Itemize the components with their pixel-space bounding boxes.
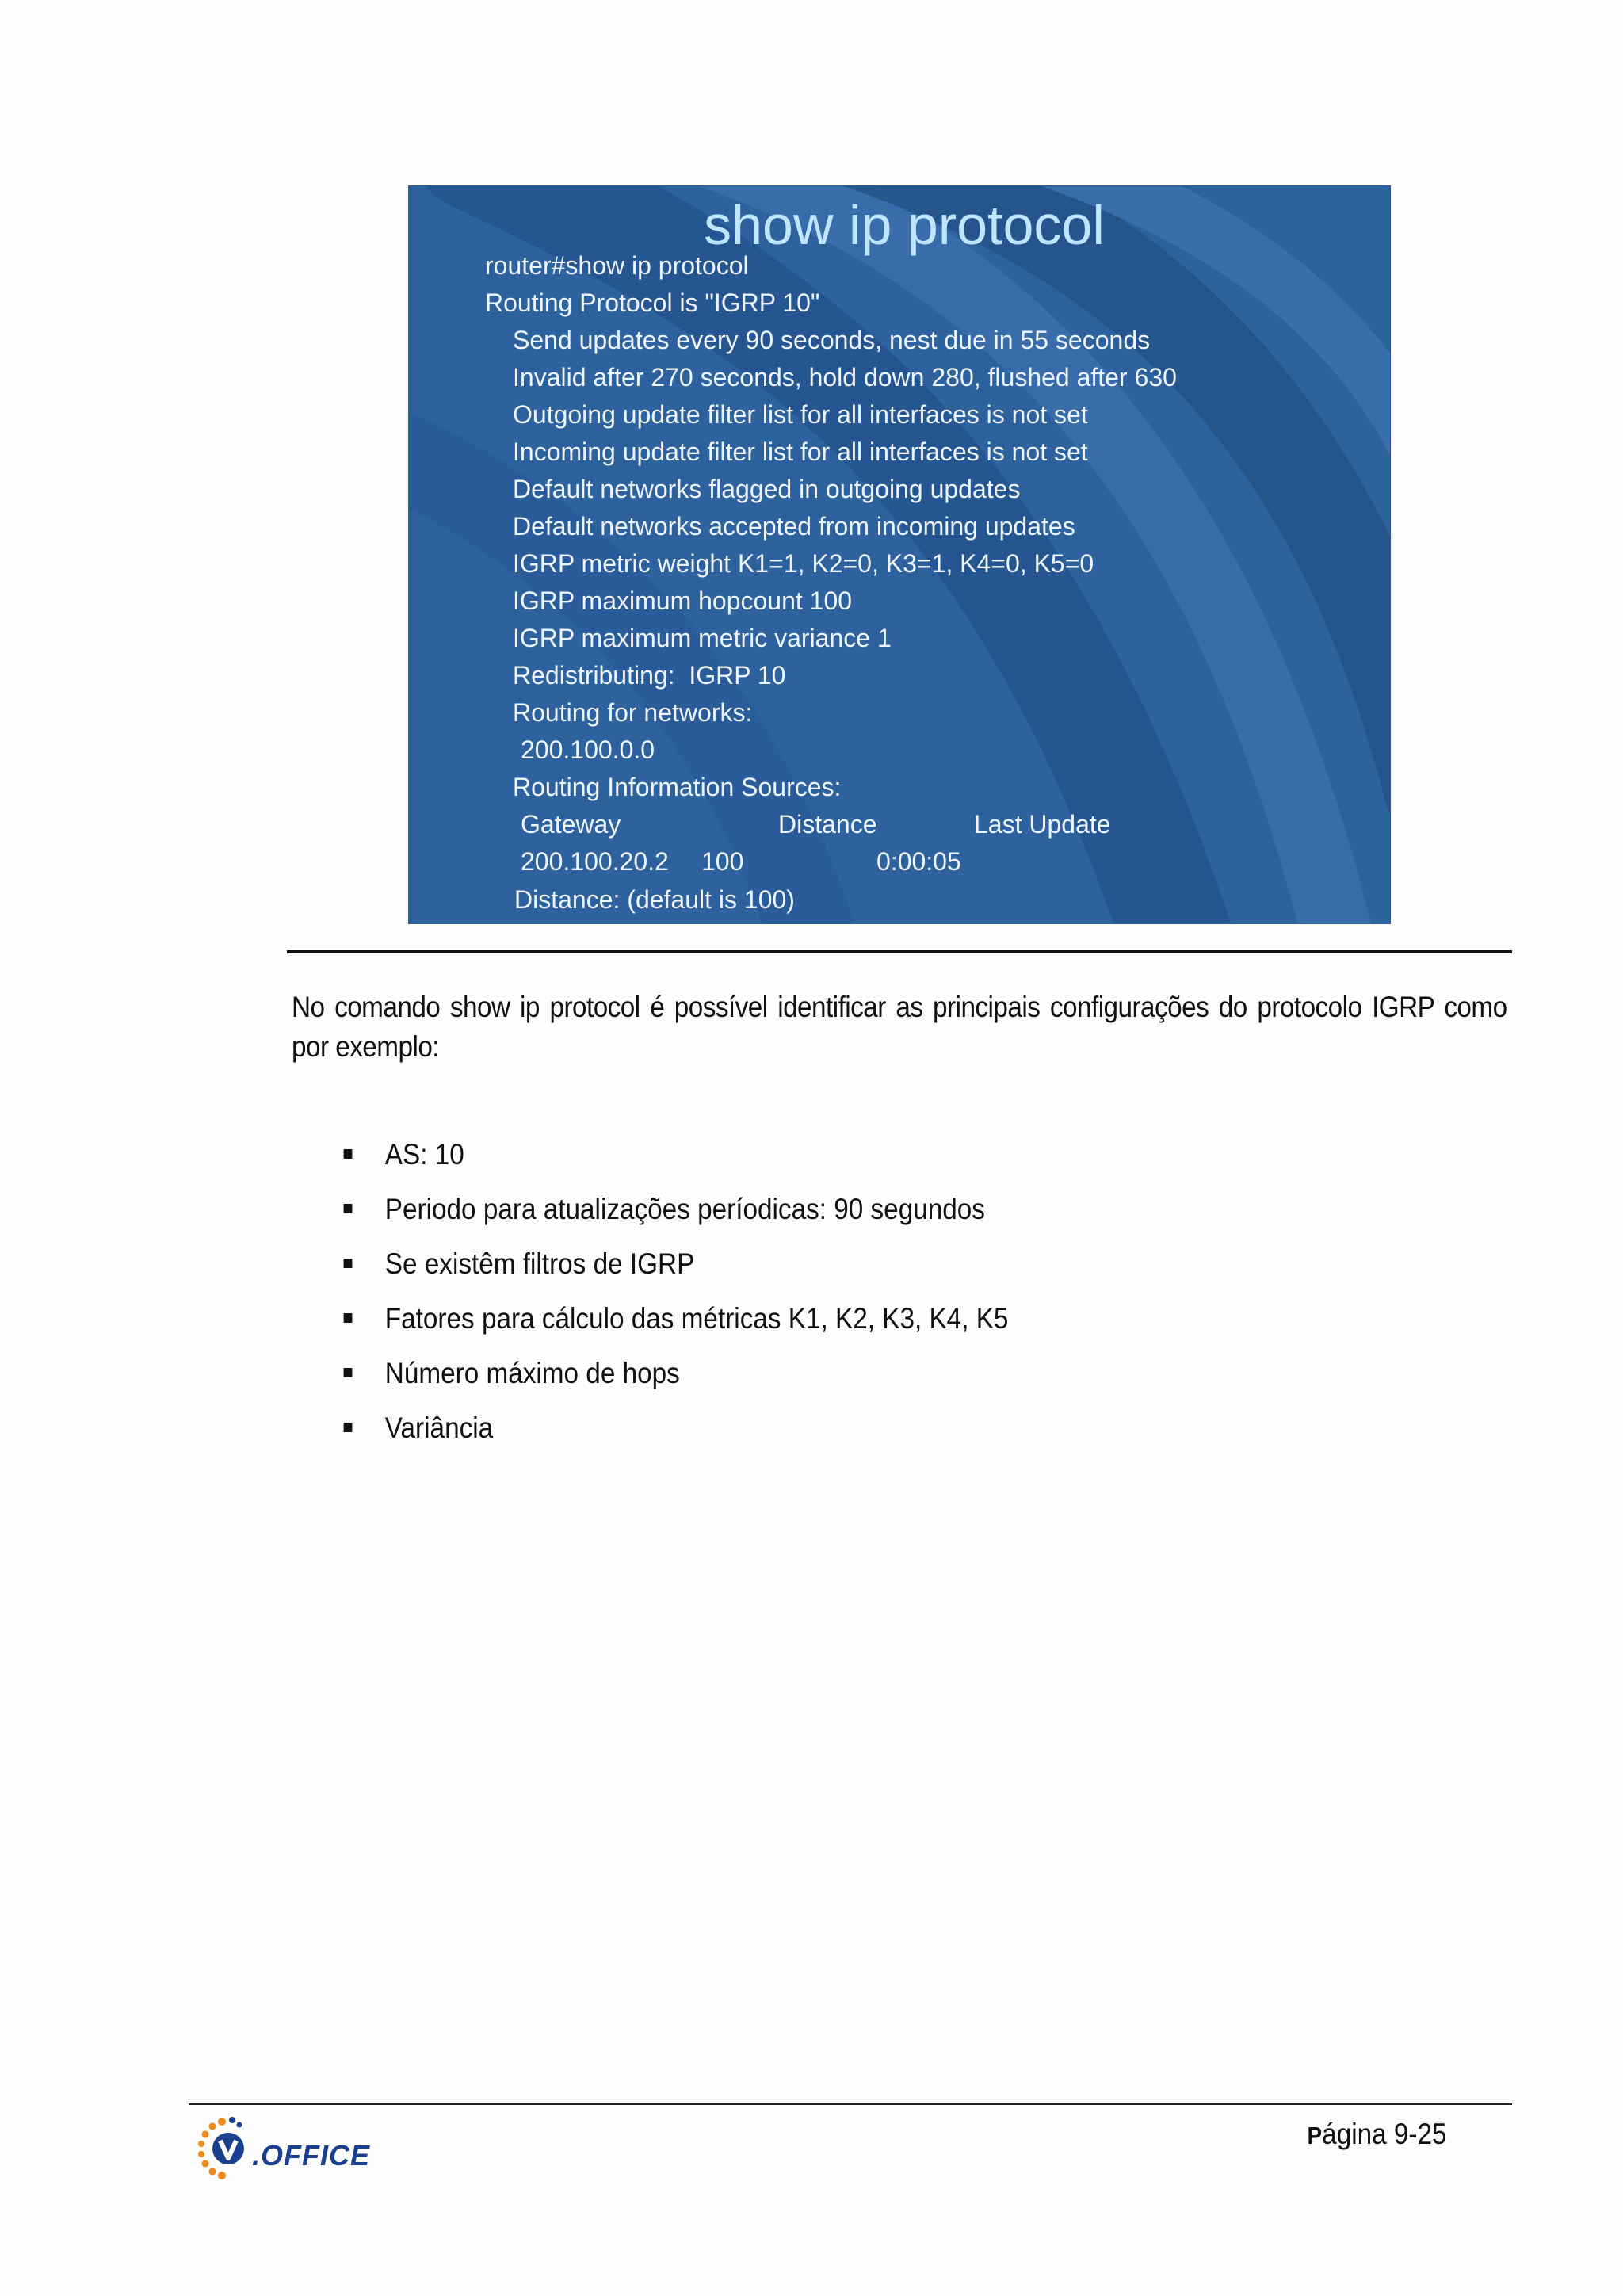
- page-number: [1308, 2118, 1447, 2151]
- list-item: [341, 1408, 1008, 1463]
- cli-table-cell: 100: [701, 847, 744, 876]
- cli-line: IGRP maximum hopcount 100: [513, 586, 853, 615]
- cli-table-cell: 200.100.20.2: [521, 847, 669, 876]
- cli-line: router#show ip protocol: [485, 251, 749, 280]
- square-bullet-icon: [344, 1259, 353, 1268]
- cli-line: Invalid after 270 seconds, hold down 280, flushed after 630: [513, 363, 1177, 392]
- cli-line: IGRP maximum metric variance 1: [513, 624, 892, 652]
- body-paragraph: No comando show ip protocol é possível identificar as principais configurações do protocolo IGRP como por exemplo:: [292, 991, 1507, 1063]
- cli-line: Default networks accepted from incoming updates: [513, 512, 1075, 541]
- square-bullet-icon: [344, 1204, 353, 1213]
- footer-divider: [189, 2103, 1512, 2105]
- voffice-logo: [190, 2111, 370, 2187]
- cli-line: Routing for networks:: [513, 698, 753, 727]
- list-item-text: Periodo para atualizações períodicas: 90 segundos: [384, 1193, 985, 1225]
- cli-line: Default networks flagged in outgoing updates: [513, 475, 1021, 503]
- page-number-text: ágina 9-25: [1322, 2118, 1447, 2150]
- slide-title: show ip protocol: [704, 194, 1105, 256]
- section-divider: [287, 950, 1512, 953]
- list-item-text: Variância: [384, 1412, 494, 1444]
- slide-image: [409, 186, 1390, 923]
- cli-line: Routing Information Sources:: [513, 773, 842, 801]
- list-item: [341, 1354, 1008, 1408]
- cli-line: IGRP metric weight K1=1, K2=0, K3=1, K4=0, K5=0: [513, 549, 1094, 578]
- bullet-list: [341, 1135, 1083, 1463]
- cli-table-cell: 0:00:05: [876, 847, 961, 876]
- cli-table-header: Distance: [778, 810, 877, 839]
- cli-line: 200.100.0.0: [521, 735, 655, 764]
- list-item: [341, 1244, 1008, 1299]
- square-bullet-icon: [344, 1423, 353, 1432]
- cli-line: Routing Protocol is "IGRP 10": [485, 288, 820, 317]
- cli-table-header: Gateway: [521, 810, 621, 839]
- list-item-text: Se existêm filtros de IGRP: [384, 1247, 695, 1280]
- list-item: [341, 1190, 1008, 1244]
- cli-line: Redistributing: IGRP 10: [513, 661, 786, 690]
- logo-mark-icon: [190, 2111, 262, 2187]
- cli-line: Distance: (default is 100): [514, 885, 795, 914]
- list-item: [341, 1299, 1008, 1354]
- list-item-text: Fatores para cálculo das métricas K1, K2, K3, K4, K5: [384, 1302, 1009, 1335]
- cli-line: Outgoing update filter list for all interfaces is not set: [513, 400, 1088, 429]
- cli-table-header: Last Update: [974, 810, 1111, 839]
- cli-line: Incoming update filter list for all interfaces is not set: [513, 437, 1088, 466]
- page-number-prefix: P: [1307, 2122, 1323, 2149]
- square-bullet-icon: [344, 1149, 353, 1159]
- list-item-text: Número máximo de hops: [384, 1357, 680, 1389]
- cli-line: Send updates every 90 seconds, nest due in 55 seconds: [513, 326, 1151, 354]
- list-item-text: AS: 10: [384, 1138, 464, 1171]
- list-item: [341, 1135, 1008, 1190]
- logo-wordmark: .OFFICE: [252, 2139, 370, 2172]
- square-bullet-icon: [344, 1368, 353, 1377]
- square-bullet-icon: [344, 1313, 353, 1323]
- cli-output: [409, 186, 1390, 923]
